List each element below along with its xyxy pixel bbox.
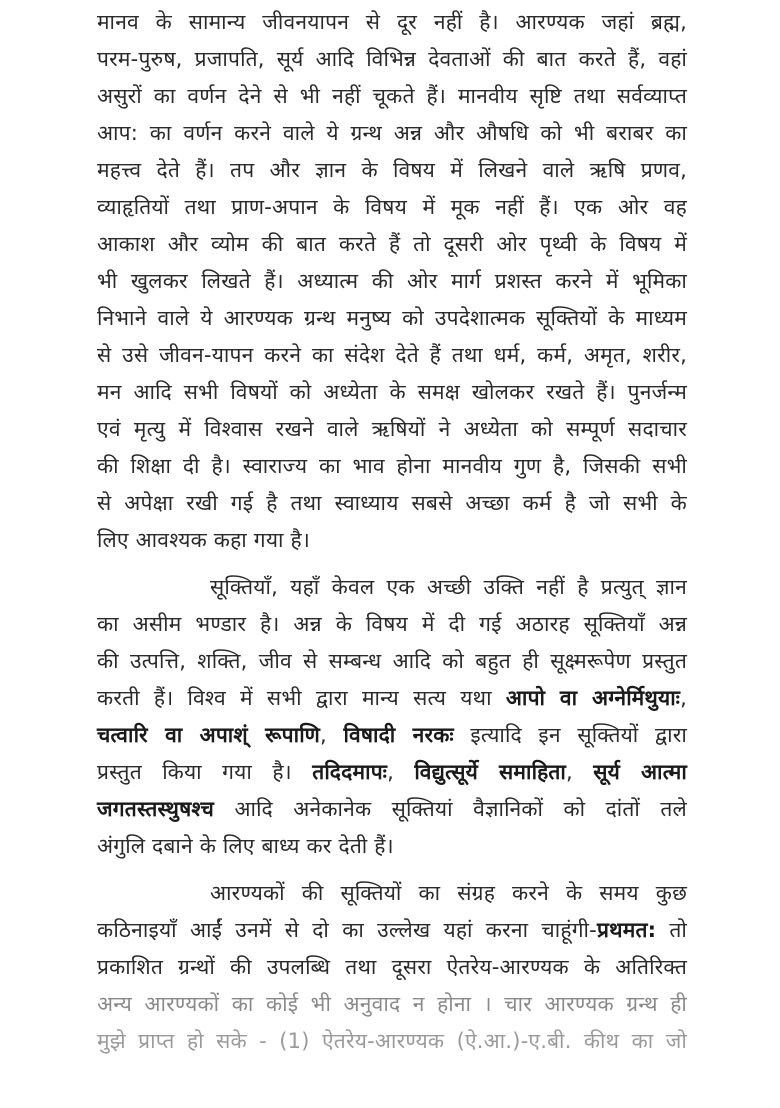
punctuation: , (566, 760, 594, 784)
text-line: मानव के सामान्य जीवनयापन से दूर नहीं है। आरण्यक जहां ब्रह्म, (97, 10, 687, 34)
text-line: मुझे प्राप्त हो सके - (1) ऐतरेय-आरण्यक (ऐ.आ.)-ए.बी. कीथ का जो (97, 1029, 687, 1053)
punctuation: , (680, 686, 687, 710)
line-text: इत्यादि इन सूक्तियों द्वारा (453, 723, 687, 747)
quoted-sukti: तदिदमापः (312, 760, 388, 784)
text-line: मन आदि सभी विषयों को अध्येता के समक्ष खोलकर रखते हैं। पुनर्जन्म (97, 380, 687, 404)
line-text: कठिनाइयाँ आईं उनमें से दो का उल्लेख यहां करना चाहूंगी- (97, 918, 597, 942)
text-line (97, 684, 687, 712)
quoted-sukti: विद्युत्सूर्ये समाहिता (414, 760, 567, 784)
text-line: परम-पुरुष, प्रजापति, सूर्य आदि विभिन्न देवताओं की बात करते हैं, वहां (97, 47, 687, 71)
text-line: आप: का वर्णन करने वाले ये ग्रन्थ अन्न और औषधि को भी बराबर का (97, 121, 687, 145)
text-line: की शिक्षा दी है। स्वाराज्य का भाव होना मानवीय गुण है, जिसकी सभी (97, 454, 687, 478)
quoted-sukti: जगतस्तस्थुषश्च (97, 797, 215, 821)
punctuation: , (320, 723, 344, 747)
line-text: करती हैं। विश्व में सभी द्वारा मान्य सत्य यथा (97, 686, 506, 710)
punctuation: , (387, 760, 415, 784)
text-line: से उसे जीवन-यापन करने का संदेश देते हैं तथा धर्म, कर्म, अमृत, शरीर, (97, 343, 687, 367)
text-line (97, 795, 687, 823)
text-line: से अपेक्षा रखी गई है तथा स्वाध्याय सबसे अच्छा कर्म है जो सभी के (97, 491, 687, 515)
quoted-sukti: विषादी नरकः (343, 723, 454, 747)
text-line (97, 916, 687, 944)
text-line: आरण्यकों की सूक्तियों का संग्रह करने के समय कुछ (210, 881, 687, 905)
text-line: लिए आवश्यक कहा गया है। (97, 528, 311, 552)
text-line: भी खुलकर लिखते हैं। अध्यात्म की ओर मार्ग प्रशस्त करने में भूमिका (97, 269, 687, 293)
text-line: निभाने वाले ये आरण्यक ग्रन्थ मनुष्य को उपदेशात्मक सूक्तियों के माध्यम (97, 306, 687, 330)
text-line: महत्त्व देते हैं। तप और ज्ञान के विषय में लिखने वाले ऋषि प्रणव, (97, 158, 687, 182)
line-text: प्रस्तुत किया गया है। (97, 760, 313, 784)
line-text: आदि अनेकानेक सूक्तियां वैज्ञानिकों को दांतों तले (214, 797, 687, 821)
text-line (97, 721, 687, 749)
text-line: व्याहृतियों तथा प्राण-अपान के विषय में मूक नहीं हैं। एक ओर वह (97, 195, 687, 219)
text-line: एवं मृत्यु में विश्वास रखने वाले ऋषियों ने अध्येता को सम्पूर्ण सदाचार (97, 417, 687, 441)
quoted-sukti: सूर्य आत्मा (593, 760, 688, 784)
text-line: अंगुलि दबाने के लिए बाध्य कर देती हैं। (97, 834, 394, 858)
text-line: आकाश और व्योम की बात करते हैं तो दूसरी ओर पृथ्वी के विषय में (97, 232, 687, 256)
text-line: असुरों का वर्णन देने से भी नहीं चूकते हैं। मानवीय सृष्टि तथा सर्वव्याप्त (97, 84, 687, 108)
text-line: का असीम भण्डार है। अन्न के विषय में दी गई अठारह सूक्तियाँ अन्न (97, 612, 687, 636)
line-text: तो (656, 918, 687, 942)
quoted-sukti: आपो वा अग्नेर्मिथुयाः (505, 686, 681, 710)
emphasis-word: प्रथमत: (596, 918, 657, 942)
quoted-sukti: चत्वारि वा अपाश्ं रूपाणि (97, 723, 321, 747)
text-line: प्रकाशित ग्रन्थों की उपलब्धि तथा दूसरा ऐतरेय-आरण्यक के अतिरिक्त (97, 955, 687, 979)
text-line (97, 758, 687, 786)
text-line: की उत्पत्ति, शक्ति, जीव से सम्बन्ध आदि को बहुत ही सूक्ष्मरूपेण प्रस्तुत (97, 649, 687, 673)
text-line: अन्य आरण्यकों का कोई भी अनुवाद न होना । चार आरण्यक ग्रन्थ ही (97, 992, 687, 1016)
text-line: सूक्तियाँ, यहाँ केवल एक अच्छी उक्ति नहीं है प्रत्युत् ज्ञान (210, 575, 687, 599)
